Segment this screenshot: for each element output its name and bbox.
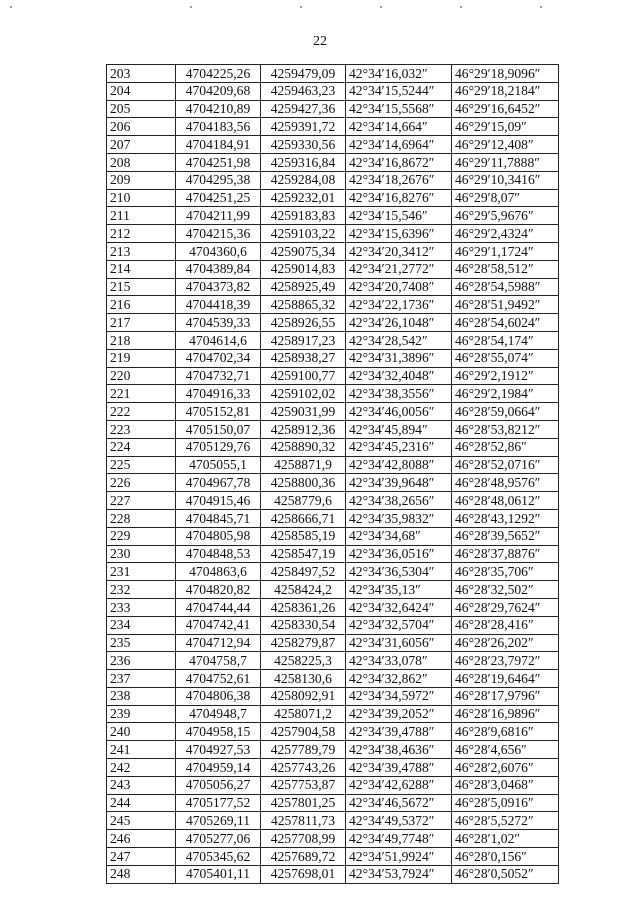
table-row	[107, 385, 559, 403]
latitude-cell: 42°34′36,0516″	[346, 545, 452, 563]
x-coordinate-cell: 4705055,1	[176, 456, 261, 474]
longitude-cell: 46°28′54,5988″	[452, 278, 559, 296]
x-coordinate-cell: 4704360,6	[176, 242, 261, 260]
latitude-cell: 42°34′39,4788″	[346, 759, 452, 777]
point-number-cell: 243	[107, 776, 176, 794]
table-row	[107, 331, 559, 349]
point-number-cell: 210	[107, 189, 176, 207]
latitude-cell: 42°34′34,68″	[346, 527, 452, 545]
longitude-cell: 46°28′5,5272″	[452, 812, 559, 830]
point-number-cell: 242	[107, 759, 176, 777]
longitude-cell: 46°29′2,1984″	[452, 385, 559, 403]
table-row	[107, 581, 559, 599]
table-row	[107, 652, 559, 670]
x-coordinate-cell: 4705129,76	[176, 438, 261, 456]
x-coordinate-cell: 4704967,78	[176, 474, 261, 492]
x-coordinate-cell: 4704958,15	[176, 723, 261, 741]
latitude-cell: 42°34′16,032″	[346, 65, 452, 83]
table-row	[107, 865, 559, 883]
x-coordinate-cell: 4704373,82	[176, 278, 261, 296]
y-coordinate-cell: 4258225,3	[261, 652, 346, 670]
y-coordinate-cell: 4259316,84	[261, 153, 346, 171]
latitude-cell: 42°34′22,1736″	[346, 296, 452, 314]
point-number-cell: 207	[107, 136, 176, 154]
table-row	[107, 616, 559, 634]
x-coordinate-cell: 4704211,99	[176, 207, 261, 225]
x-coordinate-cell: 4705269,11	[176, 812, 261, 830]
x-coordinate-cell: 4704702,34	[176, 349, 261, 367]
table-row	[107, 296, 559, 314]
table-row	[107, 100, 559, 118]
longitude-cell: 46°28′19,6464″	[452, 670, 559, 688]
latitude-cell: 42°34′31,3896″	[346, 349, 452, 367]
y-coordinate-cell: 4257789,79	[261, 741, 346, 759]
table-row	[107, 207, 559, 225]
table-row	[107, 598, 559, 616]
table-row	[107, 741, 559, 759]
y-coordinate-cell: 4258666,71	[261, 509, 346, 527]
x-coordinate-cell: 4704225,26	[176, 65, 261, 83]
table-row	[107, 812, 559, 830]
x-coordinate-cell: 4704758,7	[176, 652, 261, 670]
point-number-cell: 206	[107, 118, 176, 136]
y-coordinate-cell: 4259031,99	[261, 403, 346, 421]
table-row	[107, 242, 559, 260]
longitude-cell: 46°28′54,6024″	[452, 314, 559, 332]
table-row	[107, 723, 559, 741]
point-number-cell: 237	[107, 670, 176, 688]
point-number-cell: 212	[107, 225, 176, 243]
table-row	[107, 225, 559, 243]
point-number-cell: 239	[107, 705, 176, 723]
point-number-cell: 246	[107, 830, 176, 848]
longitude-cell: 46°28′4,656″	[452, 741, 559, 759]
longitude-cell: 46°29′2,4324″	[452, 225, 559, 243]
latitude-cell: 42°34′28,542″	[346, 331, 452, 349]
table-row	[107, 705, 559, 723]
latitude-cell: 42°34′42,8088″	[346, 456, 452, 474]
point-number-cell: 234	[107, 616, 176, 634]
latitude-cell: 42°34′49,7748″	[346, 830, 452, 848]
latitude-cell: 42°34′26,1048″	[346, 314, 452, 332]
y-coordinate-cell: 4258361,26	[261, 598, 346, 616]
latitude-cell: 42°34′32,4048″	[346, 367, 452, 385]
longitude-cell: 46°28′26,202″	[452, 634, 559, 652]
longitude-cell: 46°28′48,0612″	[452, 492, 559, 510]
y-coordinate-cell: 4258917,23	[261, 331, 346, 349]
table-row	[107, 403, 559, 421]
latitude-cell: 42°34′45,2316″	[346, 438, 452, 456]
longitude-cell: 46°28′59,0664″	[452, 403, 559, 421]
longitude-cell: 46°28′29,7624″	[452, 598, 559, 616]
longitude-cell: 46°28′48,9576″	[452, 474, 559, 492]
latitude-cell: 42°34′20,7408″	[346, 278, 452, 296]
point-number-cell: 213	[107, 242, 176, 260]
x-coordinate-cell: 4705150,07	[176, 420, 261, 438]
x-coordinate-cell: 4704927,53	[176, 741, 261, 759]
x-coordinate-cell: 4704863,6	[176, 563, 261, 581]
latitude-cell: 42°34′15,546″	[346, 207, 452, 225]
y-coordinate-cell: 4259075,34	[261, 242, 346, 260]
longitude-cell: 46°29′2,1912″	[452, 367, 559, 385]
y-coordinate-cell: 4258926,55	[261, 314, 346, 332]
latitude-cell: 42°34′14,664″	[346, 118, 452, 136]
table-row	[107, 118, 559, 136]
y-coordinate-cell: 4259183,83	[261, 207, 346, 225]
x-coordinate-cell: 4704806,38	[176, 687, 261, 705]
point-number-cell: 232	[107, 581, 176, 599]
point-number-cell: 209	[107, 171, 176, 189]
point-number-cell: 224	[107, 438, 176, 456]
longitude-cell: 46°28′0,156″	[452, 848, 559, 866]
latitude-cell: 42°34′39,9648″	[346, 474, 452, 492]
y-coordinate-cell: 4259232,01	[261, 189, 346, 207]
table-row	[107, 82, 559, 100]
y-coordinate-cell: 4257743,26	[261, 759, 346, 777]
x-coordinate-cell: 4704418,39	[176, 296, 261, 314]
latitude-cell: 42°34′32,5704″	[346, 616, 452, 634]
table-row	[107, 687, 559, 705]
table-row	[107, 260, 559, 278]
point-number-cell: 220	[107, 367, 176, 385]
y-coordinate-cell: 4258585,19	[261, 527, 346, 545]
point-number-cell: 216	[107, 296, 176, 314]
y-coordinate-cell: 4257811,73	[261, 812, 346, 830]
longitude-cell: 46°28′37,8876″	[452, 545, 559, 563]
point-number-cell: 236	[107, 652, 176, 670]
y-coordinate-cell: 4258800,36	[261, 474, 346, 492]
latitude-cell: 42°34′34,5972″	[346, 687, 452, 705]
x-coordinate-cell: 4704712,94	[176, 634, 261, 652]
longitude-cell: 46°29′5,9676″	[452, 207, 559, 225]
latitude-cell: 42°34′31,6056″	[346, 634, 452, 652]
y-coordinate-cell: 4257708,99	[261, 830, 346, 848]
latitude-cell: 42°34′39,2052″	[346, 705, 452, 723]
table-row	[107, 759, 559, 777]
y-coordinate-cell: 4258279,87	[261, 634, 346, 652]
latitude-cell: 42°34′38,2656″	[346, 492, 452, 510]
x-coordinate-cell: 4704614,6	[176, 331, 261, 349]
point-number-cell: 245	[107, 812, 176, 830]
longitude-cell: 46°28′32,502″	[452, 581, 559, 599]
y-coordinate-cell: 4258912,36	[261, 420, 346, 438]
longitude-cell: 46°29′16,6452″	[452, 100, 559, 118]
longitude-cell: 46°29′18,9096″	[452, 65, 559, 83]
table-row	[107, 830, 559, 848]
table-row	[107, 492, 559, 510]
y-coordinate-cell: 4258424,2	[261, 581, 346, 599]
point-number-cell: 215	[107, 278, 176, 296]
latitude-cell: 42°34′15,5568″	[346, 100, 452, 118]
latitude-cell: 42°34′53,7924″	[346, 865, 452, 883]
x-coordinate-cell: 4705401,11	[176, 865, 261, 883]
x-coordinate-cell: 4704845,71	[176, 509, 261, 527]
latitude-cell: 42°34′32,6424″	[346, 598, 452, 616]
latitude-cell: 42°34′36,5304″	[346, 563, 452, 581]
table-row	[107, 153, 559, 171]
y-coordinate-cell: 4257698,01	[261, 865, 346, 883]
longitude-cell: 46°28′43,1292″	[452, 509, 559, 527]
point-number-cell: 235	[107, 634, 176, 652]
point-number-cell: 247	[107, 848, 176, 866]
page-number: 22	[313, 34, 327, 49]
point-number-cell: 204	[107, 82, 176, 100]
longitude-cell: 46°28′58,512″	[452, 260, 559, 278]
y-coordinate-cell: 4258865,32	[261, 296, 346, 314]
longitude-cell: 46°28′3,0468″	[452, 776, 559, 794]
latitude-cell: 42°34′46,0056″	[346, 403, 452, 421]
table-row	[107, 349, 559, 367]
point-number-cell: 238	[107, 687, 176, 705]
latitude-cell: 42°34′33,078″	[346, 652, 452, 670]
x-coordinate-cell: 4704295,38	[176, 171, 261, 189]
longitude-cell: 46°29′11,7888″	[452, 153, 559, 171]
longitude-cell: 46°28′53,8212″	[452, 420, 559, 438]
y-coordinate-cell: 4258092,91	[261, 687, 346, 705]
x-coordinate-cell: 4705345,62	[176, 848, 261, 866]
x-coordinate-cell: 4704251,98	[176, 153, 261, 171]
point-number-cell: 227	[107, 492, 176, 510]
point-number-cell: 226	[107, 474, 176, 492]
latitude-cell: 42°34′39,4788″	[346, 723, 452, 741]
coordinates-table	[106, 64, 559, 884]
x-coordinate-cell: 4704742,41	[176, 616, 261, 634]
latitude-cell: 42°34′49,5372″	[346, 812, 452, 830]
longitude-cell: 46°28′55,074″	[452, 349, 559, 367]
latitude-cell: 42°34′16,8276″	[346, 189, 452, 207]
longitude-cell: 46°28′16,9896″	[452, 705, 559, 723]
point-number-cell: 240	[107, 723, 176, 741]
latitude-cell: 42°34′35,13″	[346, 581, 452, 599]
x-coordinate-cell: 4704732,71	[176, 367, 261, 385]
y-coordinate-cell: 4257801,25	[261, 794, 346, 812]
table-row	[107, 65, 559, 83]
y-coordinate-cell: 4259103,22	[261, 225, 346, 243]
point-number-cell: 211	[107, 207, 176, 225]
point-number-cell: 222	[107, 403, 176, 421]
latitude-cell: 42°34′46,5672″	[346, 794, 452, 812]
y-coordinate-cell: 4257689,72	[261, 848, 346, 866]
x-coordinate-cell: 4705177,52	[176, 794, 261, 812]
x-coordinate-cell: 4705056,27	[176, 776, 261, 794]
latitude-cell: 42°34′20,3412″	[346, 242, 452, 260]
x-coordinate-cell: 4704744,44	[176, 598, 261, 616]
latitude-cell: 42°34′35,9832″	[346, 509, 452, 527]
longitude-cell: 46°29′15,09″	[452, 118, 559, 136]
y-coordinate-cell: 4258938,27	[261, 349, 346, 367]
table-row	[107, 278, 559, 296]
y-coordinate-cell: 4259330,56	[261, 136, 346, 154]
x-coordinate-cell: 4704915,46	[176, 492, 261, 510]
point-number-cell: 218	[107, 331, 176, 349]
latitude-cell: 42°34′38,3556″	[346, 385, 452, 403]
point-number-cell: 230	[107, 545, 176, 563]
x-coordinate-cell: 4704389,84	[176, 260, 261, 278]
point-number-cell: 228	[107, 509, 176, 527]
longitude-cell: 46°28′52,86″	[452, 438, 559, 456]
y-coordinate-cell: 4258890,32	[261, 438, 346, 456]
table-row	[107, 136, 559, 154]
table-row	[107, 527, 559, 545]
x-coordinate-cell: 4704948,7	[176, 705, 261, 723]
latitude-cell: 42°34′42,6288″	[346, 776, 452, 794]
y-coordinate-cell: 4258779,6	[261, 492, 346, 510]
y-coordinate-cell: 4259391,72	[261, 118, 346, 136]
table-row	[107, 545, 559, 563]
table-row	[107, 314, 559, 332]
latitude-cell: 42°34′18,2676″	[346, 171, 452, 189]
longitude-cell: 46°28′0,5052″	[452, 865, 559, 883]
y-coordinate-cell: 4258547,19	[261, 545, 346, 563]
table-row	[107, 367, 559, 385]
table-row	[107, 634, 559, 652]
longitude-cell: 46°28′28,416″	[452, 616, 559, 634]
x-coordinate-cell: 4704209,68	[176, 82, 261, 100]
y-coordinate-cell: 4258925,49	[261, 278, 346, 296]
y-coordinate-cell: 4259427,36	[261, 100, 346, 118]
point-number-cell: 241	[107, 741, 176, 759]
y-coordinate-cell: 4257904,58	[261, 723, 346, 741]
table-row	[107, 456, 559, 474]
point-number-cell: 217	[107, 314, 176, 332]
table-row	[107, 670, 559, 688]
longitude-cell: 46°29′18,2184″	[452, 82, 559, 100]
longitude-cell: 46°29′8,07″	[452, 189, 559, 207]
longitude-cell: 46°28′5,0916″	[452, 794, 559, 812]
x-coordinate-cell: 4704848,53	[176, 545, 261, 563]
x-coordinate-cell: 4705152,81	[176, 403, 261, 421]
x-coordinate-cell: 4704916,33	[176, 385, 261, 403]
latitude-cell: 42°34′38,4636″	[346, 741, 452, 759]
latitude-cell: 42°34′32,862″	[346, 670, 452, 688]
table-row	[107, 509, 559, 527]
x-coordinate-cell: 4704539,33	[176, 314, 261, 332]
longitude-cell: 46°28′9,6816″	[452, 723, 559, 741]
x-coordinate-cell: 4705277,06	[176, 830, 261, 848]
y-coordinate-cell: 4258497,52	[261, 563, 346, 581]
x-coordinate-cell: 4704752,61	[176, 670, 261, 688]
x-coordinate-cell: 4704215,36	[176, 225, 261, 243]
table-row	[107, 848, 559, 866]
longitude-cell: 46°28′2,6076″	[452, 759, 559, 777]
x-coordinate-cell: 4704959,14	[176, 759, 261, 777]
x-coordinate-cell: 4704210,89	[176, 100, 261, 118]
coordinates-table-body	[107, 65, 559, 884]
point-number-cell: 205	[107, 100, 176, 118]
table-row	[107, 794, 559, 812]
x-coordinate-cell: 4704805,98	[176, 527, 261, 545]
longitude-cell: 46°28′17,9796″	[452, 687, 559, 705]
table-row	[107, 438, 559, 456]
point-number-cell: 208	[107, 153, 176, 171]
latitude-cell: 42°34′45,894″	[346, 420, 452, 438]
y-coordinate-cell: 4258871,9	[261, 456, 346, 474]
scan-artifacts	[0, 6, 640, 10]
latitude-cell: 42°34′21,2772″	[346, 260, 452, 278]
point-number-cell: 248	[107, 865, 176, 883]
y-coordinate-cell: 4259463,23	[261, 82, 346, 100]
table-row	[107, 171, 559, 189]
y-coordinate-cell: 4259100,77	[261, 367, 346, 385]
latitude-cell: 42°34′16,8672″	[346, 153, 452, 171]
point-number-cell: 244	[107, 794, 176, 812]
table-row	[107, 420, 559, 438]
point-number-cell: 203	[107, 65, 176, 83]
table-row	[107, 776, 559, 794]
x-coordinate-cell: 4704251,25	[176, 189, 261, 207]
latitude-cell: 42°34′14,6964″	[346, 136, 452, 154]
table-row	[107, 563, 559, 581]
y-coordinate-cell: 4259284,08	[261, 171, 346, 189]
y-coordinate-cell: 4259102,02	[261, 385, 346, 403]
y-coordinate-cell: 4259479,09	[261, 65, 346, 83]
latitude-cell: 42°34′15,5244″	[346, 82, 452, 100]
x-coordinate-cell: 4704820,82	[176, 581, 261, 599]
point-number-cell: 229	[107, 527, 176, 545]
y-coordinate-cell: 4258330,54	[261, 616, 346, 634]
point-number-cell: 221	[107, 385, 176, 403]
x-coordinate-cell: 4704184,91	[176, 136, 261, 154]
longitude-cell: 46°28′52,0716″	[452, 456, 559, 474]
point-number-cell: 233	[107, 598, 176, 616]
point-number-cell: 223	[107, 420, 176, 438]
x-coordinate-cell: 4704183,56	[176, 118, 261, 136]
y-coordinate-cell: 4259014,83	[261, 260, 346, 278]
longitude-cell: 46°28′35,706″	[452, 563, 559, 581]
point-number-cell: 231	[107, 563, 176, 581]
longitude-cell: 46°28′51,9492″	[452, 296, 559, 314]
longitude-cell: 46°28′23,7972″	[452, 652, 559, 670]
longitude-cell: 46°29′10,3416″	[452, 171, 559, 189]
point-number-cell: 219	[107, 349, 176, 367]
y-coordinate-cell: 4258130,6	[261, 670, 346, 688]
latitude-cell: 42°34′15,6396″	[346, 225, 452, 243]
point-number-cell: 225	[107, 456, 176, 474]
table-row	[107, 189, 559, 207]
longitude-cell: 46°29′12,408″	[452, 136, 559, 154]
latitude-cell: 42°34′51,9924″	[346, 848, 452, 866]
longitude-cell: 46°29′1,1724″	[452, 242, 559, 260]
y-coordinate-cell: 4258071,2	[261, 705, 346, 723]
point-number-cell: 214	[107, 260, 176, 278]
longitude-cell: 46°28′39,5652″	[452, 527, 559, 545]
longitude-cell: 46°28′54,174″	[452, 331, 559, 349]
longitude-cell: 46°28′1,02″	[452, 830, 559, 848]
table-row	[107, 474, 559, 492]
y-coordinate-cell: 4257753,87	[261, 776, 346, 794]
